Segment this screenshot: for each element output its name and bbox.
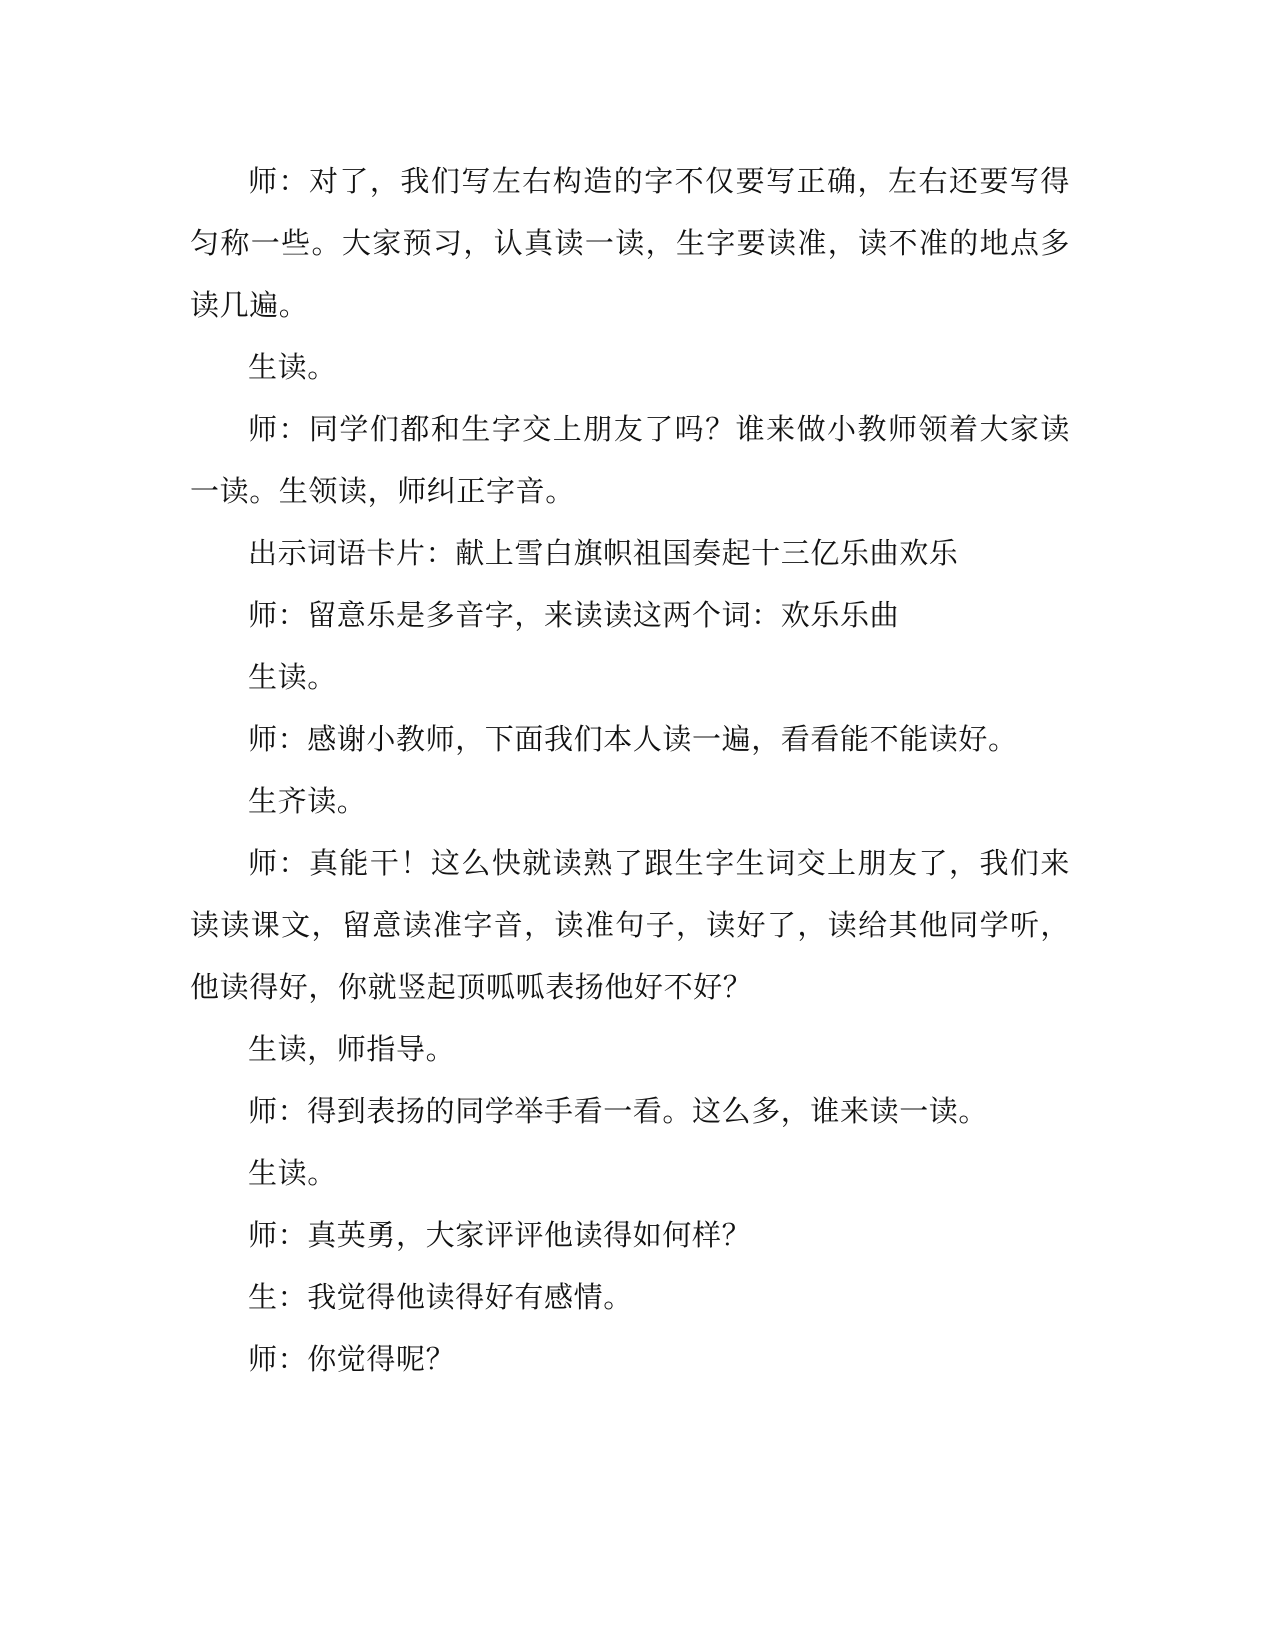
paragraph: 生读。 (248, 660, 337, 694)
paragraph: 生读，师指导。 (248, 1032, 456, 1066)
paragraph: 师：留意乐是多音字，来读读这两个词：欢乐乐曲 (248, 598, 900, 632)
paragraph: 师：对了，我们写左右构造的字不仅要写正确，左右还要写得匀称一些。大家预习，认真读一读，生字要读准，读不准的地点多读几遍。 (190, 164, 1070, 322)
paragraph: 师：你觉得呢？ (248, 1342, 456, 1376)
paragraph: 师：同学们都和生字交上朋友了吗？谁来做小教师领着大家读一读。生领读，师纠正字音。 (190, 412, 1070, 508)
paragraph: 师：感谢小教师，下面我们本人读一遍，看看能不能读好。 (248, 722, 1018, 756)
paragraph: 师：真英勇，大家评评他读得如何样？ (248, 1218, 752, 1252)
paragraph: 生：我觉得他读得好有感情。 (248, 1280, 633, 1314)
paragraph: 生读。 (248, 350, 337, 384)
paragraph: 生读。 (248, 1156, 337, 1190)
paragraph: 生齐读。 (248, 784, 367, 818)
document-body (190, 150, 1070, 1390)
paragraph: 师：得到表扬的同学举手看一看。这么多，谁来读一读。 (248, 1094, 989, 1128)
paragraph: 师：真能干！这么快就读熟了跟生字生词交上朋友了，我们来读读课文，留意读准字音，读准句子，读好了，读给其他同学听，他读得好，你就竖起顶呱呱表扬他好不好？ (190, 846, 1070, 1004)
paragraph: 出示词语卡片：献上雪白旗帜祖国奏起十三亿乐曲欢乐 (248, 536, 959, 570)
